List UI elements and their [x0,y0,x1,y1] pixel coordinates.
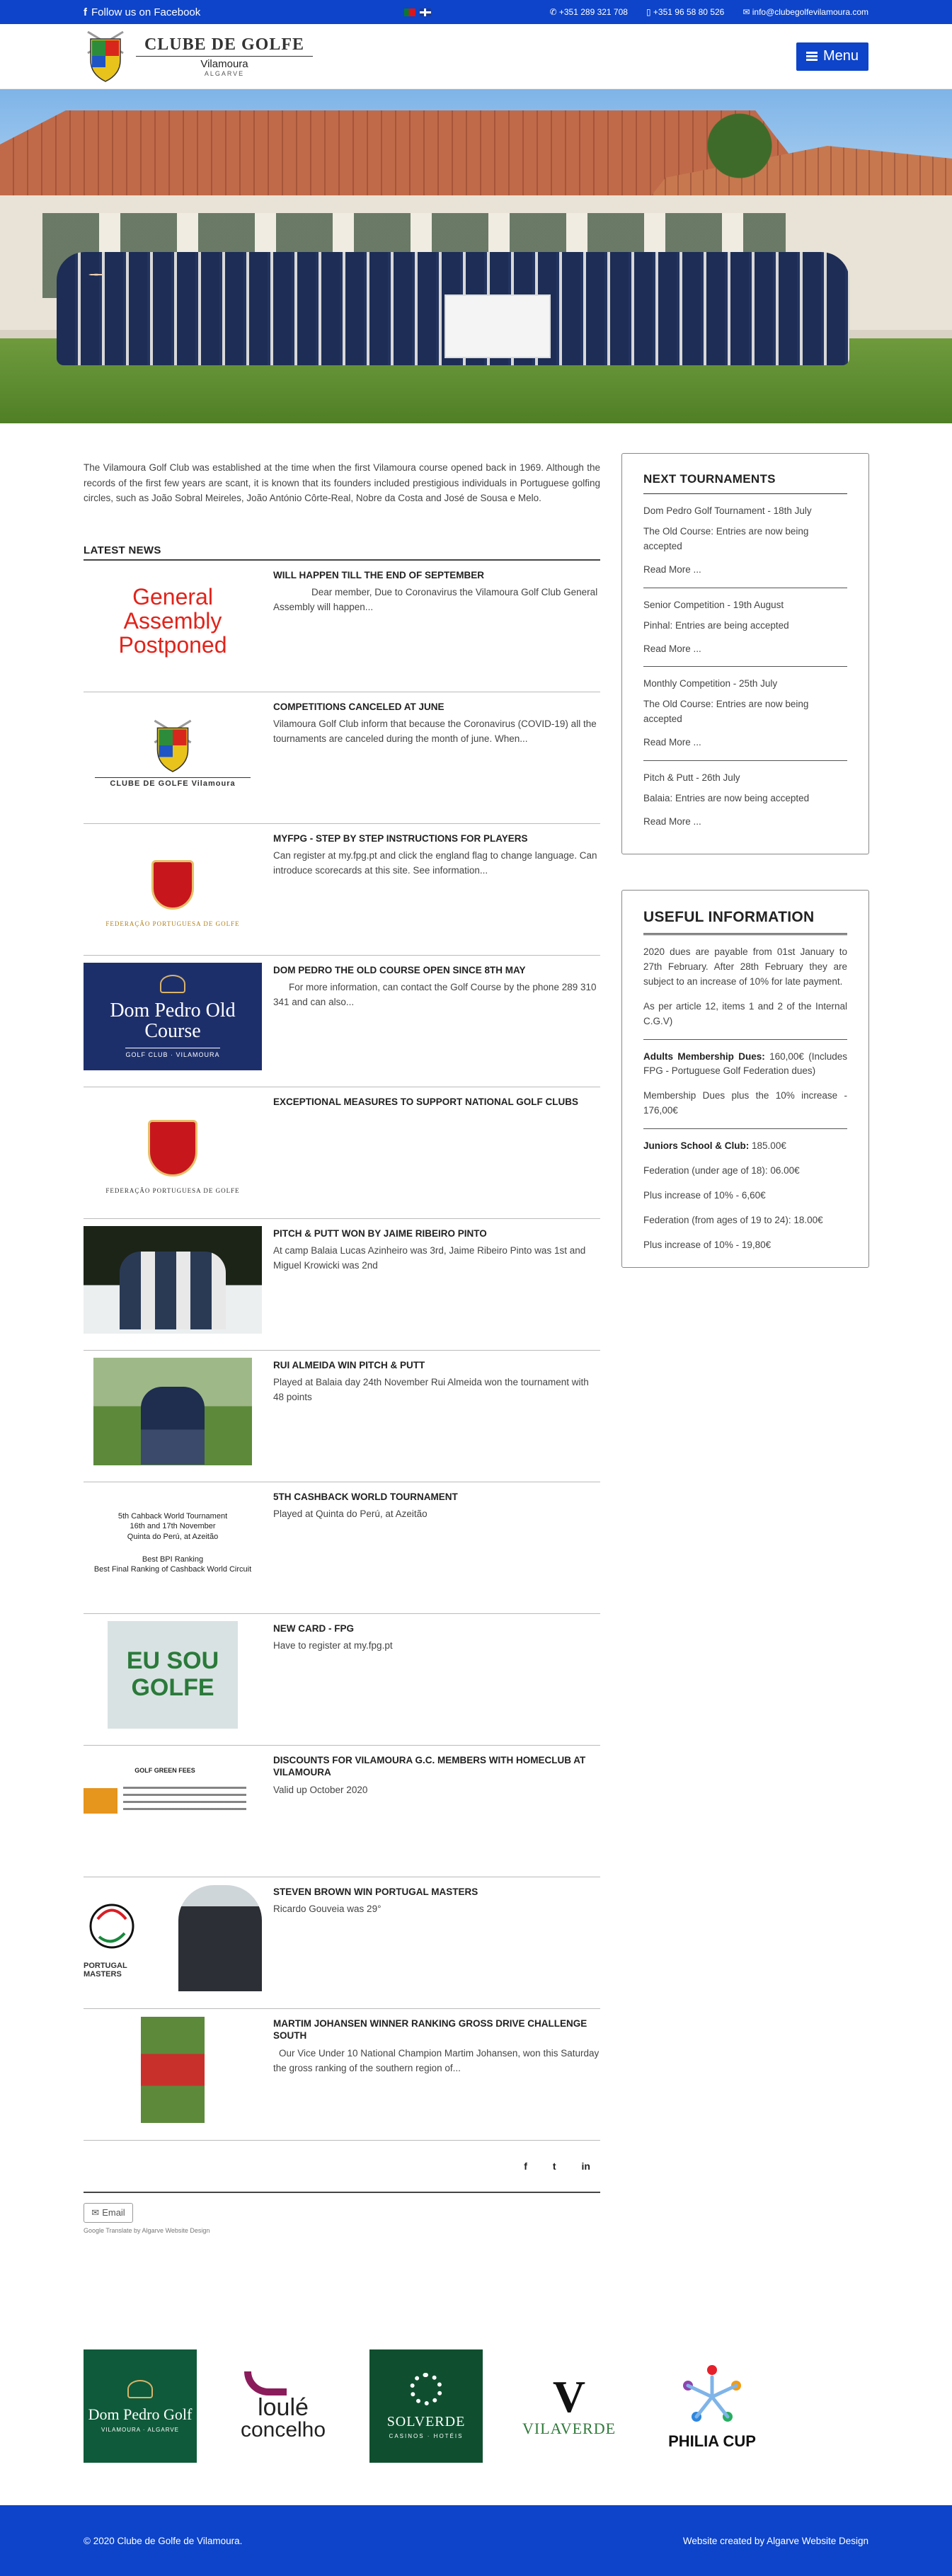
translate-credit: Google Translate by Algarve Website Design [84,2226,210,2234]
tournament-item: Pitch & Putt - 26th July Balaia: Entries are now being accepted Read More ... [643,761,847,840]
useful-information-box: USEFUL INFORMATION 2020 dues are payable from 01st January to 27th February. After 28th February they are subject to an increase of 10% for late payment. As per article 12, items 1 and 2 of the Internal C.G.V) Adults Membership Dues: 160,00€ (Includes FPG - Portuguese Golf Federation dues) Membership Dues plus the 10% increase - 176,00€ Juniors School & Club: 185.00€ Federation (under age of 18): 06.00€ Plus increase of 10% - 6,60€ Federation (from ages of 19 to 24): 18.00€ Plus increase of 10% - 19,80€ [621,890,869,1268]
news-excerpt: Ricardo Gouveia was 29° [273,1904,382,1915]
solverde-sun-icon [410,2373,442,2405]
share-bar [84,2141,600,2193]
tournament-item: Monthly Competition - 25th July The Old Course: Entries are now being accepted Read More ... [643,667,847,761]
federation-crest-icon [151,860,194,910]
golfer-photo [178,1885,262,1991]
useful-information-title: USEFUL INFORMATION [643,909,847,935]
left-column [84,460,600,2234]
sponsors [84,2349,869,2463]
news-excerpt: For more information, can contact the Golf Course by the phone 289 310 341 and can also... [273,982,597,1008]
hero-image [0,89,952,423]
news-thumbnail[interactable]: CLUBE DE GOLFE Vilamoura [84,699,262,807]
menu-button[interactable]: Menu [796,42,868,71]
top-bar [0,0,952,24]
dom-pedro-crest-icon [160,975,185,993]
sponsor-dom-pedro[interactable]: Dom Pedro Golf VILAMOURA · ALGARVE [84,2349,197,2463]
news-item[interactable] [84,1219,600,1351]
junior-player-photo [141,2017,205,2123]
news-thumbnail[interactable] [93,1358,252,1465]
mobile-icon: ▯ [646,7,653,17]
read-more-link[interactable]: Read More ... [643,737,701,748]
hamburger-icon [806,52,818,61]
news-excerpt: Played at Balaia day 24th November Rui Almeida won the tournament with 48 points [273,1377,589,1403]
general-assembly-graphic: General Assembly Postponed [118,584,227,658]
read-more-link[interactable]: Read More ... [643,815,701,827]
players-photo [120,1252,226,1329]
next-tournaments-title: NEXT TOURNAMENTS [643,472,847,494]
news-item[interactable] [84,1877,600,2009]
news-item[interactable] [84,824,600,956]
twitter-share-icon[interactable]: t [552,2160,556,2172]
news-thumbnail[interactable]: Dom Pedro Old Course GOLF CLUB · VILAMOURA [84,963,262,1070]
logo-divider [136,56,313,57]
news-excerpt: Have to register at my.fpg.pt [273,1640,393,1651]
sponsor-philia-cup[interactable]: PHILIA CUP [655,2349,769,2463]
mobile-link[interactable]: ▯ +351 96 58 80 526 [646,7,725,17]
linkedin-share-icon[interactable]: in [581,2160,590,2172]
news-item[interactable] [84,1614,600,1746]
news-list [84,561,600,2141]
news-title[interactable]: DOM PEDRO THE OLD COURSE OPEN SINCE 8TH MAY [273,964,526,975]
contact-info [549,7,868,17]
news-excerpt: Can register at my.fpg.pt and click the england flag to change language. Can introduce scorecards at this site. See information... [273,850,597,876]
news-title[interactable]: EXCEPTIONAL MEASURES TO SUPPORT NATIONAL GOLF CLUBS [273,1096,579,1107]
club-shield-icon [148,718,197,774]
site-header [0,24,952,89]
intro-text: The Vilamoura Golf Club was established at the time when the first Vilamoura course opened back in 1969. Although the records of the first few years are scant, it is known that its founders included prestigious individuals in Portuguese golfing circles, such as João Sobral Meireles, João António Côrte-Real, Nobre da Costa and José de Sousa e Melo. [84,462,600,504]
phone-link[interactable]: ✆ +351 289 321 708 [549,7,628,17]
news-item[interactable] [84,1746,600,1877]
sponsor-solverde[interactable]: SOLVERDE CASINOS · HOTÉIS [369,2349,483,2463]
tournament-item: Dom Pedro Golf Tournament - 18th July The Old Course: Entries are now being accepted Read More ... [643,494,847,588]
england-flag-icon[interactable] [420,8,431,16]
copyright: © 2020 Clube de Golfe de Vilamoura. [84,2535,243,2546]
facebook-link[interactable]: f Follow us on Facebook [84,6,201,18]
news-title[interactable]: MARTIM JOHANSEN WINNER RANKING GROSS DRIVE CHALLENGE SOUTH [273,2017,587,2042]
email-link[interactable]: ✉ info@clubegolfevilamoura.com [742,7,868,17]
language-switcher [404,8,431,16]
site-footer [0,2505,952,2576]
news-excerpt: Valid up October 2020 [273,1784,368,1795]
facebook-icon: f [84,6,87,18]
news-excerpt: Played at Quinta do Perú, at Azeitão [273,1509,428,1520]
envelope-icon: ✉ [742,7,752,17]
news-title[interactable]: RUI ALMEIDA WIN PITCH & PUTT [273,1359,425,1370]
news-excerpt: At camp Balaia Lucas Azinheiro was 3rd, Jaime Ribeiro Pinto was 1st and Miguel Krowicki was 2nd [273,1245,586,1271]
news-thumbnail[interactable] [84,568,262,675]
news-thumbnail[interactable]: GOLF GREEN FEES [84,1753,262,1860]
news-title[interactable]: PITCH & PUTT WON BY JAIME RIBEIRO PINTO [273,1227,487,1239]
news-item[interactable] [84,2009,600,2141]
news-item[interactable] [84,956,600,1087]
philia-cup-figures-icon [677,2362,747,2432]
sidebar [621,453,869,1303]
portugal-flag-icon[interactable] [404,8,415,16]
divider [643,1039,847,1040]
read-more-link[interactable]: Read More ... [643,563,701,575]
news-title[interactable]: STEVEN BROWN WIN PORTUGAL MASTERS [273,1886,478,1897]
website-credit-link[interactable]: Website created by Algarve Website Design [682,2535,868,2546]
news-title[interactable]: 5TH CASHBACK WORLD TOURNAMENT [273,1491,458,1502]
latest-news-title: LATEST NEWS [84,544,600,561]
news-title[interactable]: MYFPG - STEP BY STEP INSTRUCTIONS FOR PLAYERS [273,832,528,844]
news-item[interactable] [84,1351,600,1482]
news-excerpt: Dear member, Due to Coronavirus the Vilamoura Golf Club General Assembly will happen... [273,587,598,613]
logo-wordmark: CLUBE DE GOLFE Vilamoura ALGARVE [136,35,313,78]
club-shield-icon [84,29,127,84]
divider [643,1128,847,1129]
sponsor-loule[interactable]: loulé concelho [226,2349,340,2463]
news-thumbnail[interactable]: EU SOU GOLFE [108,1621,238,1729]
news-thumbnail[interactable]: 5th Cahback World Tournament 16th and 17th November Quinta do Perú, at Azeitão Best BPI Ranking Best Final Ranking of Cashback World Circuit [93,1512,252,1574]
tournament-item: Senior Competition - 19th August Pinhal: Entries are being accepted Read More ... [643,588,847,668]
site-logo[interactable] [84,29,313,84]
dom-pedro-logo-icon [84,1788,117,1814]
phone-icon: ✆ [549,7,559,17]
news-title[interactable]: NEW CARD - FPG [273,1622,354,1634]
news-thumbnail[interactable]: FEDERAÇÃO PORTUGUESA DE GOLFE [84,831,262,939]
news-title[interactable]: WILL HAPPEN TILL THE END OF SEPTEMBER [273,569,485,580]
envelope-icon: ✉ [91,2206,100,2218]
email-share-button[interactable]: ✉ Email [84,2203,133,2223]
facebook-share-icon[interactable]: f [524,2160,527,2172]
sponsor-vilaverde[interactable]: V VILAVERDE [522,2371,616,2437]
federation-crest-icon [148,1120,197,1177]
portugal-masters-icon [84,1898,140,1962]
discount-flyer [84,1787,246,1815]
loule-swoosh-icon [244,2371,287,2395]
news-item[interactable] [84,692,600,824]
news-item[interactable] [84,1087,600,1219]
palm-tree [697,103,782,245]
next-tournaments-box [621,453,869,854]
news-title[interactable]: DISCOUNTS FOR VILAMOURA G.C. MEMBERS WITH HOMECLUB AT VILAMOURA [273,1754,586,1778]
news-thumbnail[interactable]: PORTUGAL MASTERS [84,1884,262,1992]
read-more-link[interactable]: Read More ... [643,643,701,654]
dom-pedro-crest-icon [127,2380,153,2398]
news-item[interactable] [84,561,600,692]
news-item[interactable] [84,1482,600,1614]
club-banner [445,294,551,358]
news-excerpt: Our Vice Under 10 National Champion Martim Johansen, won this Saturday the gross ranking of the southern region of... [273,2047,600,2073]
winner-photo [141,1387,205,1465]
vilaverde-v-icon: V [552,2371,586,2422]
news-thumbnail[interactable]: FEDERAÇÃO PORTUGUESA DE GOLFE [84,1094,262,1202]
news-thumbnail[interactable] [84,1226,262,1334]
news-excerpt: Vilamoura Golf Club inform that because the Coronavirus (COVID-19) all the tournaments are canceled during the month of june. When... [273,719,597,745]
news-thumbnail[interactable] [84,2016,262,2124]
news-title[interactable]: COMPETITIONS CANCELED AT JUNE [273,701,445,712]
